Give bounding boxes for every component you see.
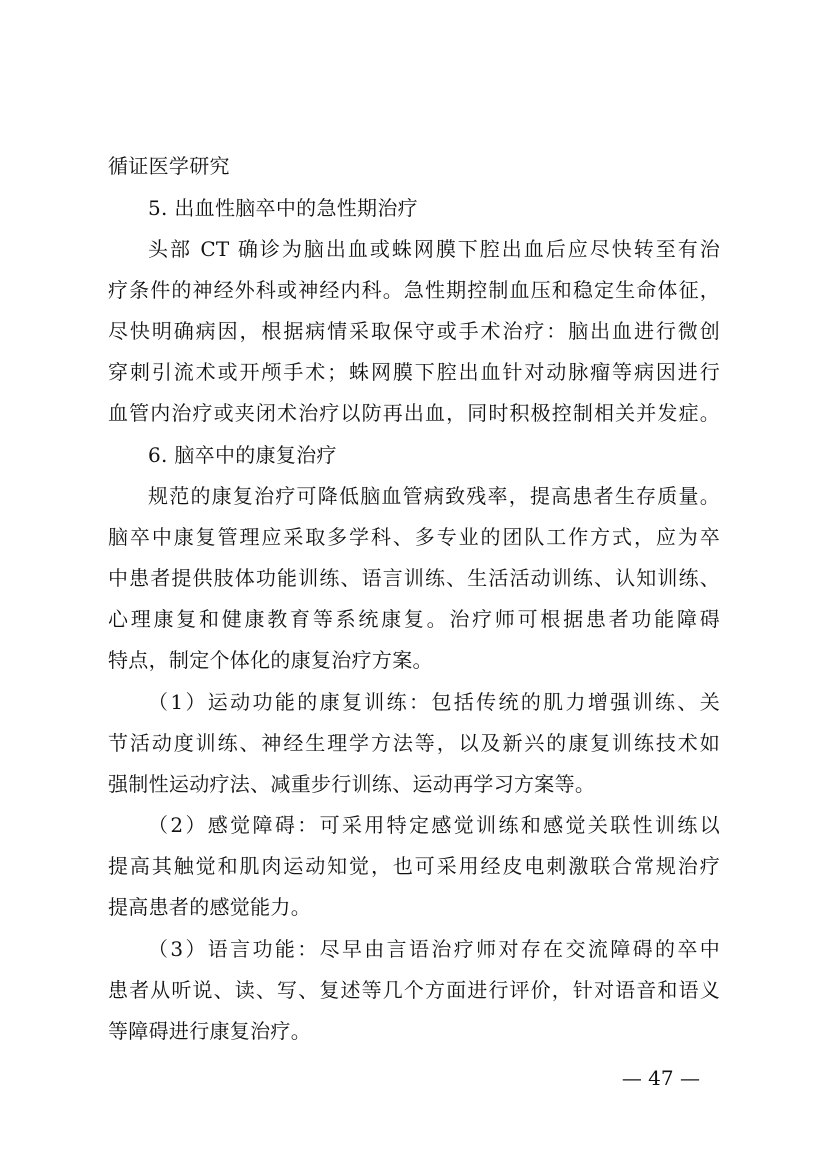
list-item-line: （1）运动功能的康复训练：包括传统的肌力增强训练、关	[148, 690, 720, 714]
paragraph-line: 中患者提供肢体功能训练、语言训练、生活活动训练、认知训练、	[108, 566, 720, 590]
paragraph-line: 头部 CT 确诊为脑出血或蛛网膜下腔出血后应尽快转至有治	[148, 237, 720, 261]
paragraph-line: 规范的康复治疗可降低脑血管病致残率，提高患者生存质量。	[148, 484, 720, 508]
list-item-line: 患者从听说、读、写、复述等几个方面进行评价，针对语音和语义	[108, 978, 720, 1002]
paragraph-line: 穿刺引流术或开颅手术；蛛网膜下腔出血针对动脉瘤等病因进行	[108, 360, 720, 384]
list-item-line: 节活动度训练、神经生理学方法等，以及新兴的康复训练技术如	[108, 731, 720, 755]
list-item-line: 提高患者的感觉能力。	[108, 895, 311, 919]
list-item-line: 等障碍进行康复治疗。	[108, 1019, 311, 1043]
paragraph-line: 疗条件的神经外科或神经内科。急性期控制血压和稳定生命体征，	[108, 278, 720, 302]
list-item-line: （3）语言功能：尽早由言语治疗师对存在交流障碍的卒中	[148, 937, 720, 961]
paragraph-line: 血管内治疗或夹闭术治疗以防再出血，同时积极控制相关并发症。	[108, 401, 720, 425]
section-heading: 5. 出血性脑卒中的急性期治疗	[148, 196, 418, 220]
list-item-line: 强制性运动疗法、减重步行训练、运动再学习方案等。	[108, 772, 596, 796]
paragraph-line: 特点，制定个体化的康复治疗方案。	[108, 648, 433, 672]
text-line: 循证医学研究	[108, 154, 230, 178]
list-item-line: （2）感觉障碍：可采用特定感觉训练和感觉关联性训练以	[148, 813, 720, 837]
section-heading: 6. 脑卒中的康复治疗	[148, 443, 337, 467]
paragraph-line: 脑卒中康复管理应采取多学科、多专业的团队工作方式，应为卒	[108, 525, 720, 549]
list-item-line: 提高其触觉和肌肉运动知觉，也可采用经皮电刺激联合常规治疗	[108, 854, 720, 878]
paragraph-line: 尽快明确病因，根据病情采取保守或手术治疗：脑出血进行微创	[108, 319, 720, 343]
paragraph-line: 心理康复和健康教育等系统康复。治疗师可根据患者功能障碍	[108, 607, 720, 631]
page-number: — 47 —	[621, 1066, 700, 1090]
